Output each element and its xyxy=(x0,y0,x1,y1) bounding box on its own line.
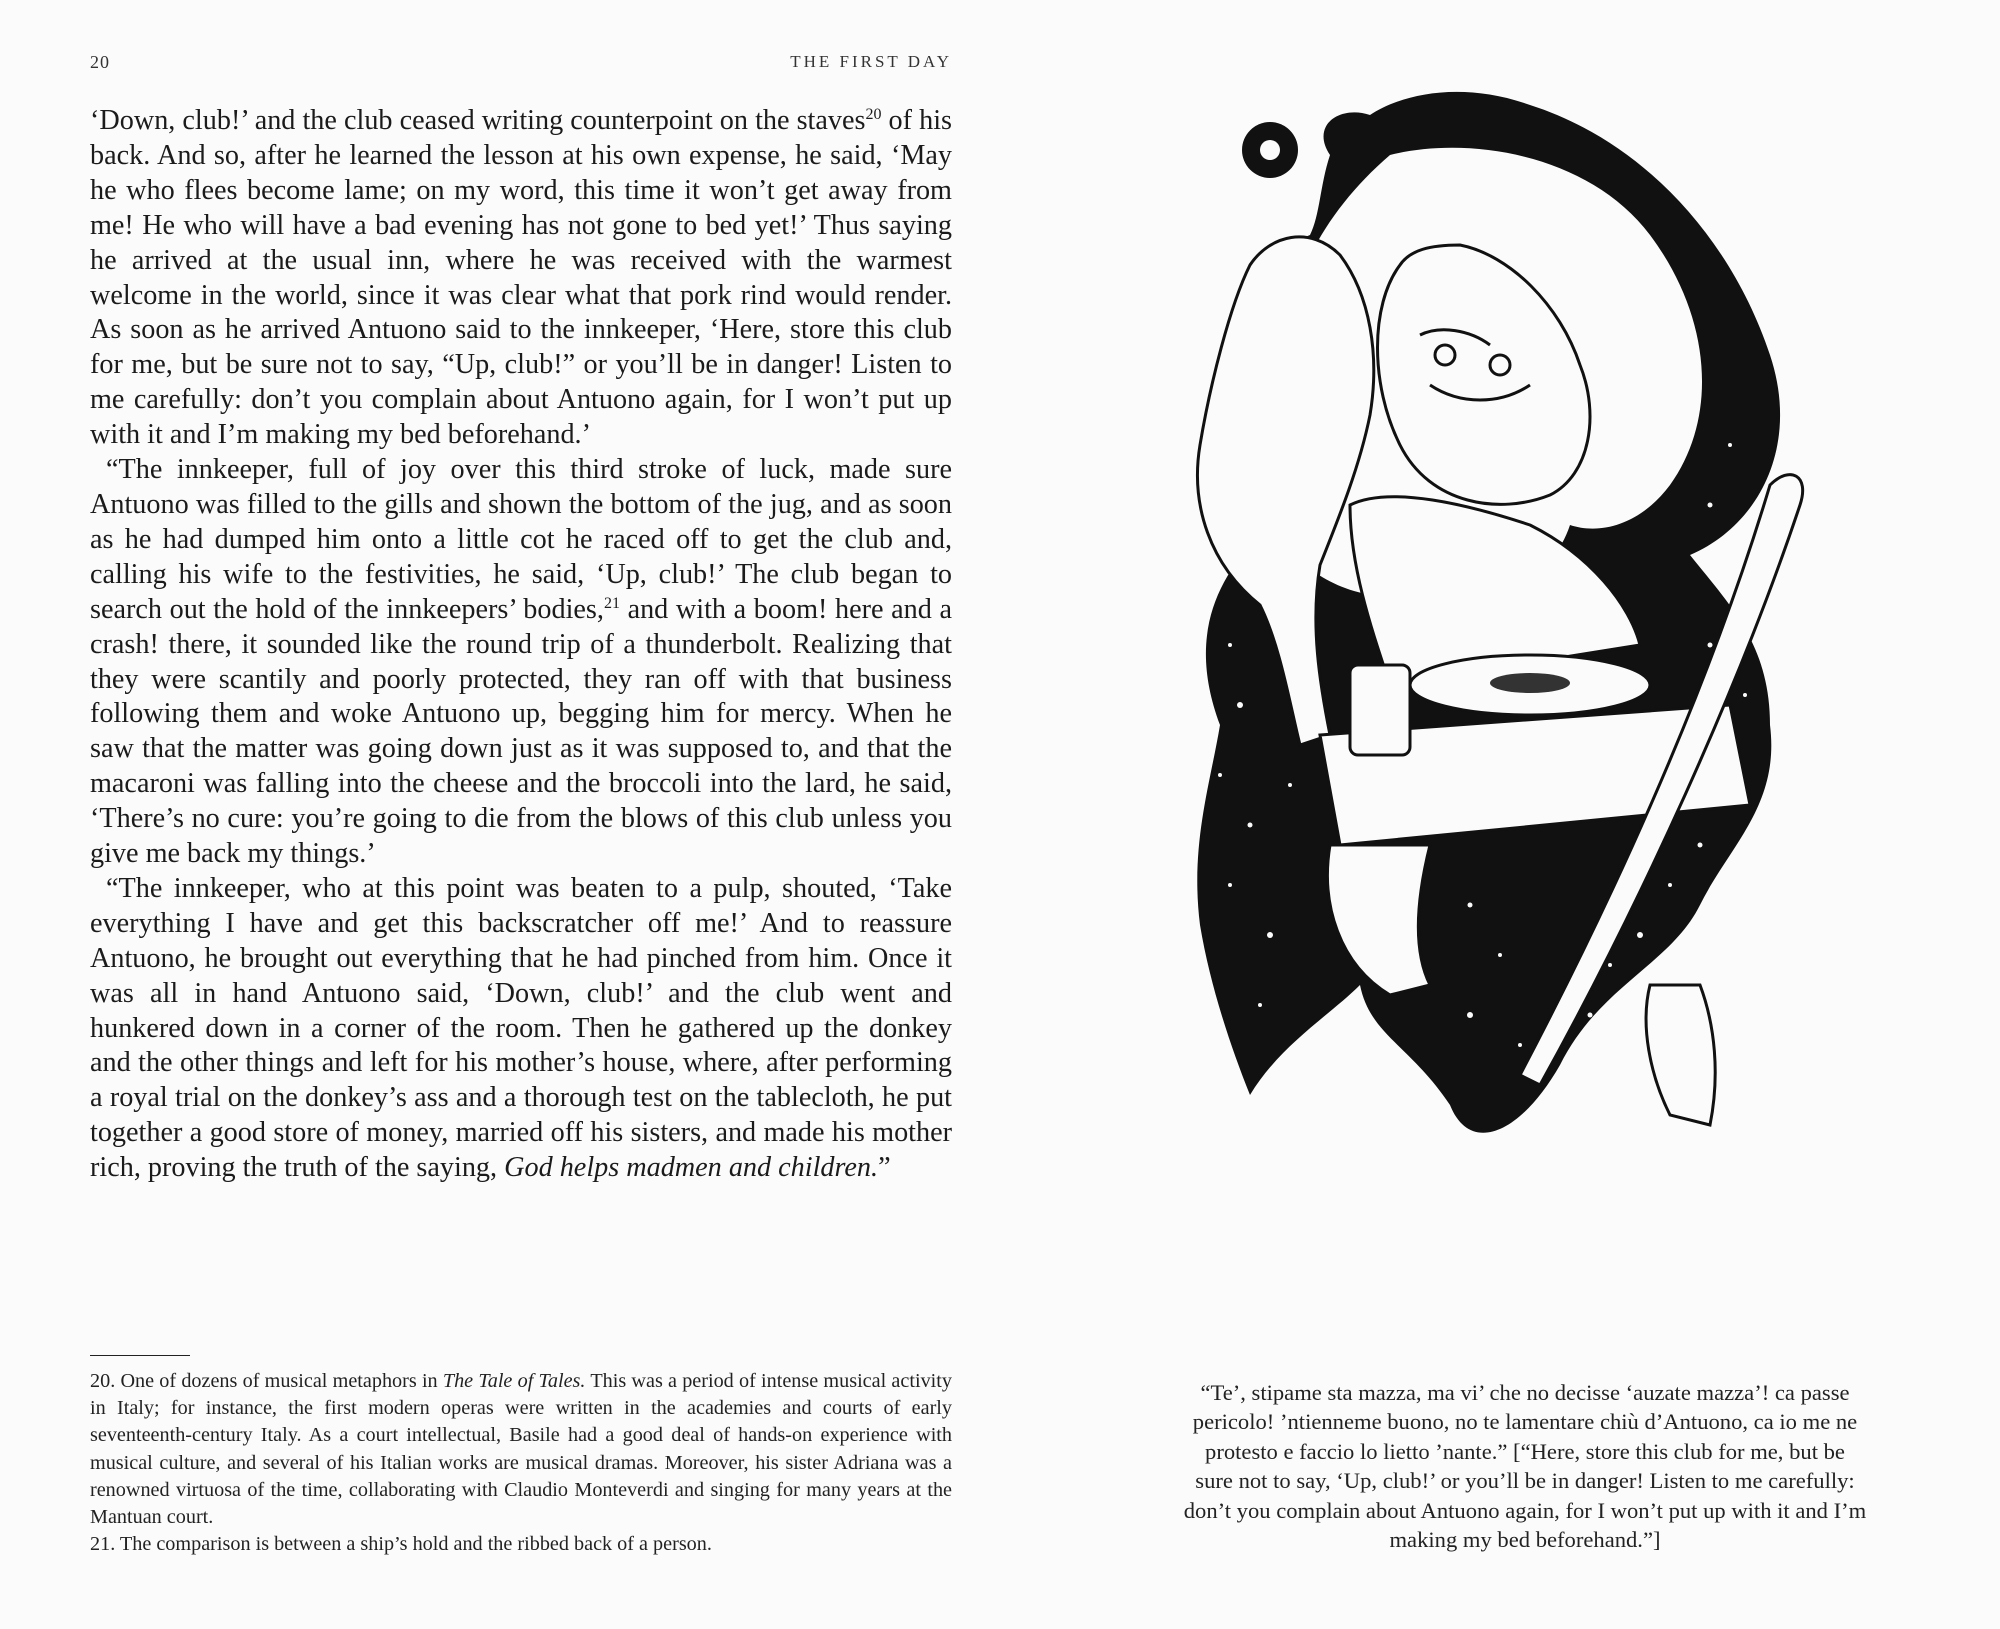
running-title: THE FIRST DAY xyxy=(790,52,952,71)
caption-line-4: sure not to say, ‘Up, club!’ or you’ll be in danger! Listen to me carefully: xyxy=(1195,1468,1855,1494)
p1-text-a: ‘Down, club!’ and the club ceased writing counterpoint on the staves xyxy=(90,105,866,136)
fn20-italic-title: The Tale of Tales. xyxy=(442,1370,586,1392)
caption-line-2: pericolo! ’ntienneme buono, no te lamentare chiù d’Antuono, ca io me ne xyxy=(1192,1409,1858,1435)
illustration xyxy=(1170,85,1940,1285)
footnote-ref-20: 20 xyxy=(865,106,882,123)
caption-line-5: don’t you complain about Antuono again, for I won’t put up with it and I’m xyxy=(1183,1497,1867,1523)
illustration-small-figure xyxy=(1646,985,1715,1125)
caption-line-1: “Te’, stipame sta mazza, ma vi’ che no decisse ‘auzate mazza’! ca passe xyxy=(1200,1380,1850,1405)
footnote-21: 21. The comparison is between a ship’s hold and the ribbed back of a person. xyxy=(90,1533,712,1556)
p1-text-b: of his back. And so, after he learned the lesson at his own expense, he said, ‘May he who flees become lame; on my word, this time it won’t get away from me! He who will have a bad evening has not gone to bed yet!’ Thus saying he arrived at the usual inn, where he was received with the warmest welcome in the world, since it was clear what that pork rind would render. As soon as he arrived Antuono said to the innkeeper, ‘Here, store this club for me, but be sure not to say, “Up, club!” or you’ll be in danger! Listen to me carefully: don’t you complain about Antuono again, for I won’t put up with it and I’m making my bed beforehand.’ xyxy=(90,105,953,451)
body-text xyxy=(90,104,952,1186)
p2-text-a: “The innkeeper, full of joy over this third stroke of luck, made sure Antuono was filled to the gills and shown the bottom of the jug, and as soon as he had dumped him onto a little cot he raced off to get the club and, calling his wife to the festivities, he said, ‘Up, club!’ The club began to search out the hold of the innkeepers’ bodies, xyxy=(90,454,952,625)
page-number: 20 xyxy=(90,52,110,72)
p3-text-end: ” xyxy=(878,1152,891,1184)
caption-line-6: making my bed beforehand.”] xyxy=(1389,1527,1661,1553)
caption-line-3: protesto e faccio lo lietto ’nante.” [“Here, store this club for me, but be xyxy=(1205,1438,1845,1464)
footnotes xyxy=(90,1368,952,1558)
footnote-ref-21: 21 xyxy=(603,594,620,612)
illustration-cup xyxy=(1350,665,1410,755)
p3-italic-proverb: God helps madmen and children. xyxy=(504,1152,879,1184)
fn20-text-b: This was a period of intense musical activity in Italy; for instance, the first modern operas were written in the academies and courts of early seventeenth-century Italy. As a court intellectual, Basile had a good deal of hands-on experience with musical culture, and several of his Italian works are musical dramas. Moreover, his sister Adriana was a renowned virtuosa of the time, collaborating with Claudio Monteverdi and singing for many years at the Mantuan court. xyxy=(90,1370,952,1529)
fn20-text-a: 20. One of dozens of musical metaphors in xyxy=(90,1370,443,1392)
footnote-20 xyxy=(90,1368,952,1531)
illustration-caption xyxy=(1110,1378,1940,1554)
left-page xyxy=(0,0,980,1629)
paragraph-3 xyxy=(90,872,952,1186)
paragraph-2 xyxy=(90,453,952,872)
footnote-rule xyxy=(90,1355,190,1356)
p2-text-b: and with a boom! here and a crash! there, it sounded like the round trip of a thunderbolt. Realizing that they were scantily and poorly protected, they ran off with that business following them and woke Antuono up, begging him for mercy. When he saw that the matter was going down just as it was supposed to, and that the macaroni was falling into the cheese and the broccoli into the lard, he said, ‘There’s no cure: you’re going to die from the blows of this club unless you give me back my things.’ xyxy=(90,593,952,870)
p3-text-a: “The innkeeper, who at this point was beaten to a pulp, shouted, ‘Take everything I have and get this backscratcher off me!’ And to reassure Antuono, he brought out everything that he had pinched from him. Once it was all in hand Antuono said, ‘Down, club!’ and the club went and hunkered down in a corner of the room. Then he gathered up the donkey and the other things and left for his mother’s house, where, after performing a royal trial on the donkey’s ass and a thorough test on the tablecloth, he put together a good store of money, married off his sisters, and made his mother rich, proving the truth of the saying, xyxy=(90,872,952,1184)
paragraph-1 xyxy=(90,104,952,453)
